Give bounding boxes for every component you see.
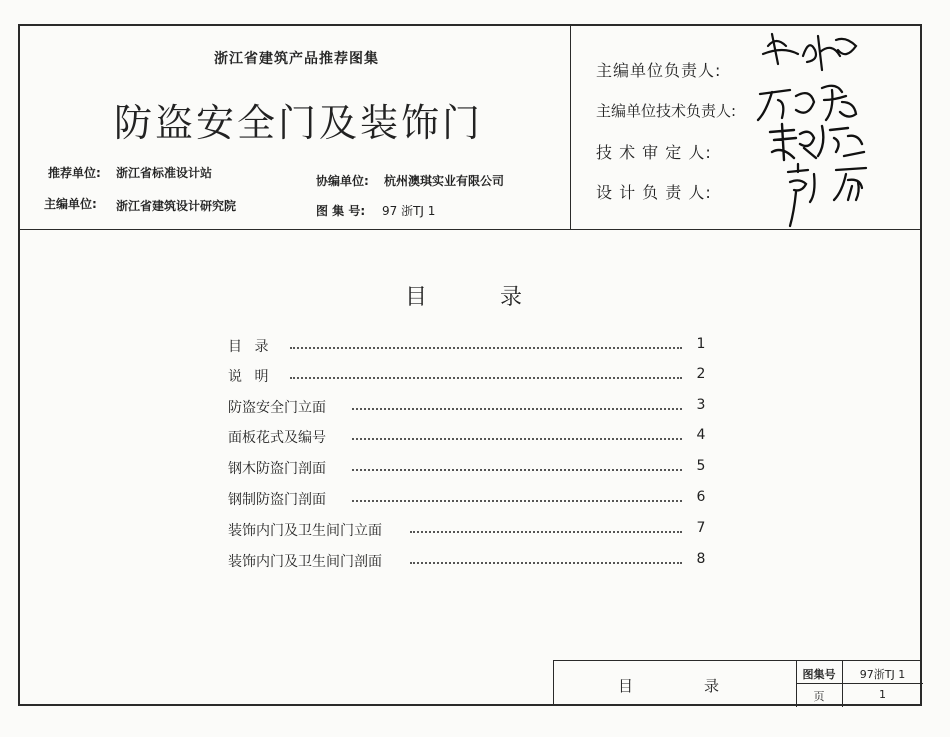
toc-item <box>228 520 708 540</box>
toc-item-page: 6 <box>696 489 706 505</box>
toc-leader-dots <box>290 347 682 349</box>
toc-item-label: 钢制防盗门剖面 <box>228 489 326 509</box>
toc-item-page: 4 <box>696 427 706 443</box>
handwritten-signature-4 <box>780 160 880 230</box>
toc-item-page: 3 <box>696 397 706 413</box>
title-block-name-char-2: 录 <box>704 677 720 695</box>
toc-leader-dots <box>290 377 682 379</box>
toc-item-label: 钢木防盗门剖面 <box>228 458 326 478</box>
toc-item-label: 目 录 <box>228 336 272 356</box>
title-block-atlas-value: 97浙TJ 1 <box>859 668 906 681</box>
toc-item <box>228 458 708 478</box>
atlas-number-value: 97 浙TJ 1 <box>382 204 436 218</box>
signature-label-review: 技 术 审 定 人: <box>596 143 712 162</box>
toc-leader-dots <box>410 531 682 533</box>
toc-item-page: 8 <box>696 551 706 567</box>
co-editor-value: 杭州澳琪实业有限公司 <box>384 174 505 188</box>
toc-leader-dots <box>352 408 682 410</box>
toc-leader-dots <box>352 438 682 440</box>
title-block-divider <box>796 683 923 684</box>
toc-title-char-1: 目 <box>405 285 428 310</box>
atlas-number-label: 图 集 号: <box>316 204 366 218</box>
signature-label-chief-unit: 主编单位负责人: <box>596 61 722 80</box>
series-title: 浙江省建筑产品推荐图集 <box>214 51 379 67</box>
title-block-page-value: 1 <box>879 688 886 701</box>
toc-item-label: 装饰内门及卫生间门立面 <box>228 520 382 540</box>
toc-item-page: 1 <box>696 336 706 352</box>
toc-item-label: 说 明 <box>228 366 272 386</box>
toc-item <box>228 551 708 571</box>
recommend-value: 浙江省标准设计站 <box>116 166 213 180</box>
toc-item <box>228 336 708 356</box>
co-editor-label: 协编单位: <box>316 174 369 188</box>
toc-item-label: 防盗安全门立面 <box>228 397 326 417</box>
title-block-name-char-1: 目 <box>618 677 634 695</box>
toc-item <box>228 489 708 509</box>
title-block-atlas-label: 图集号 <box>802 668 836 681</box>
toc-title-char-2: 录 <box>500 285 523 310</box>
toc-leader-dots <box>410 562 682 564</box>
toc-item-label: 面板花式及编号 <box>228 427 326 447</box>
toc-item-label: 装饰内门及卫生间门剖面 <box>228 551 382 571</box>
page-title: 防盗安全门及装饰门 <box>114 101 484 145</box>
toc-item <box>228 427 708 447</box>
header-divider <box>570 24 571 229</box>
title-block <box>553 660 922 706</box>
signature-label-design: 设 计 负 责 人: <box>596 183 712 202</box>
title-block-page-label: 页 <box>813 690 825 703</box>
toc-item-page: 2 <box>696 366 706 382</box>
handwritten-signature-1 <box>758 26 868 76</box>
toc-item <box>228 397 708 417</box>
toc-item-page: 7 <box>696 520 706 536</box>
toc-leader-dots <box>352 500 682 502</box>
toc-leader-dots <box>352 469 682 471</box>
toc-item <box>228 366 708 386</box>
toc-item-page: 5 <box>696 458 706 474</box>
signature-label-technical: 主编单位技术负责人: <box>596 102 737 120</box>
recommend-label: 推荐单位: <box>48 166 101 180</box>
chief-editor-label: 主编单位: <box>44 197 97 211</box>
chief-editor-value: 浙江省建筑设计研究院 <box>116 199 237 213</box>
